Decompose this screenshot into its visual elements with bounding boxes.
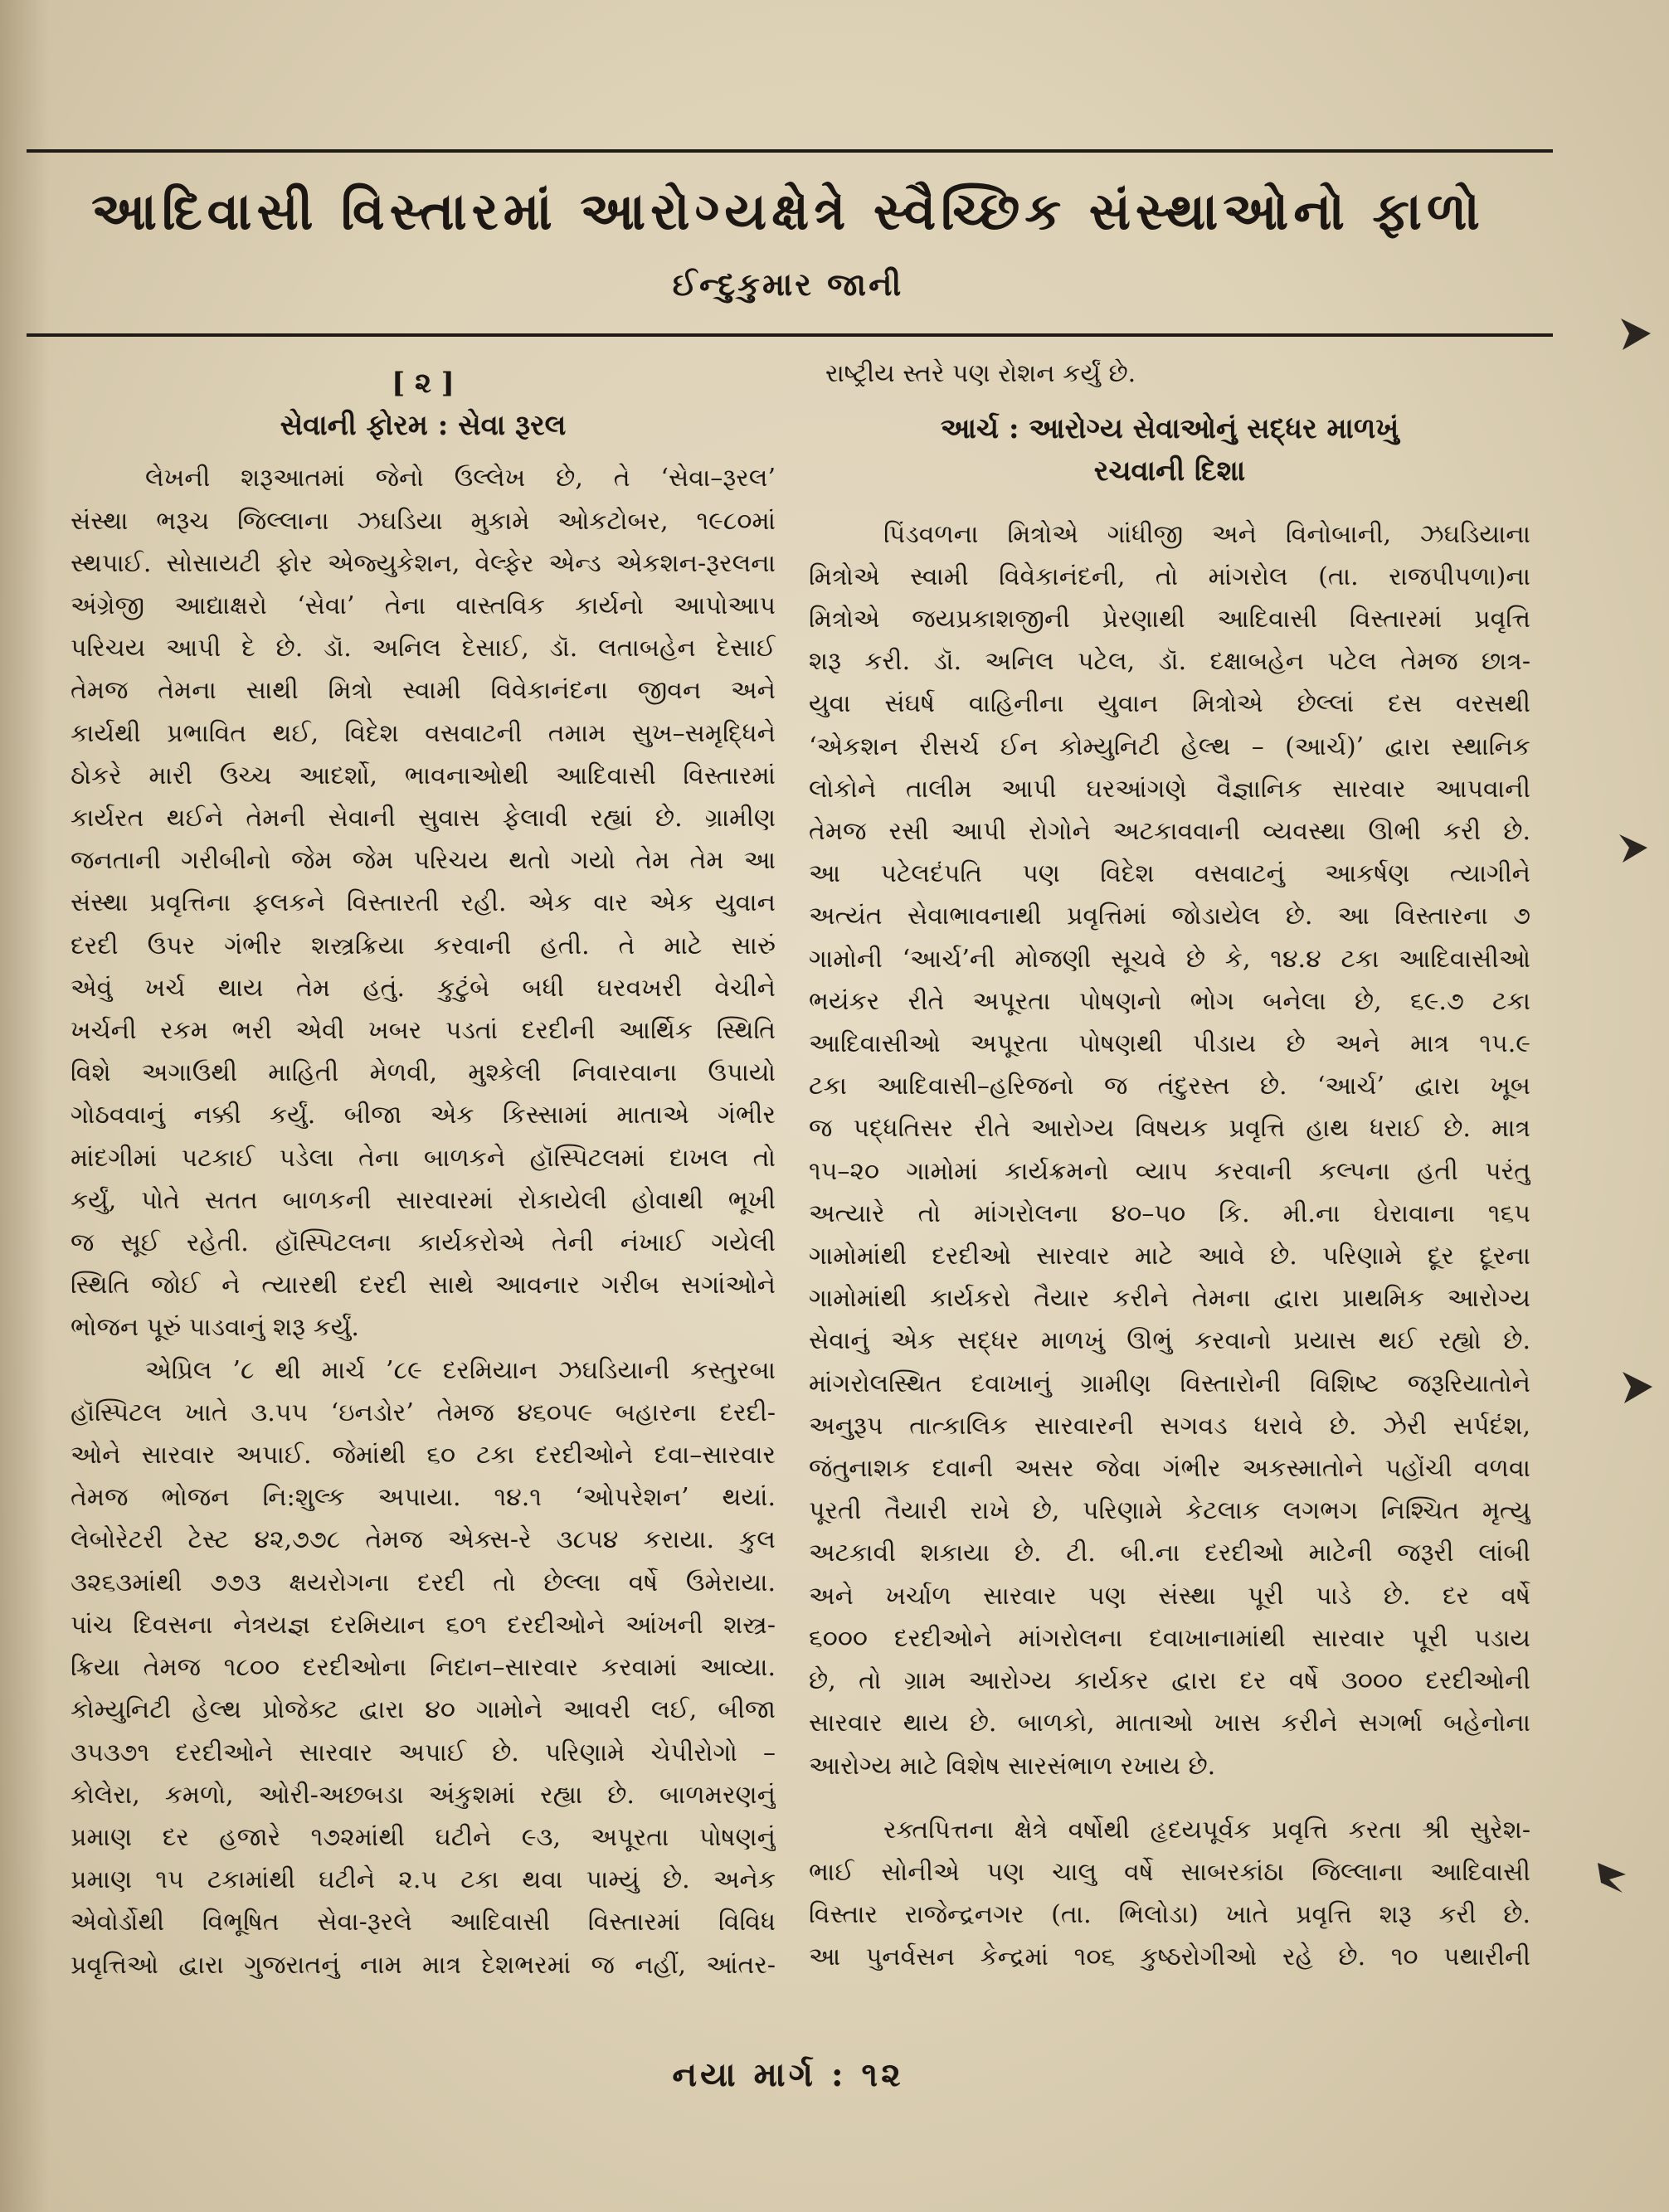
article-author: ઈન્દુકુમાર જાની xyxy=(672,265,904,303)
text-line: મિત્રોએ સ્વામી વિવેકાનંદની, તો માંગરોલ (તા. રાજપીપળા)ના xyxy=(809,562,1530,591)
text-line: શરૂ કરી. ડૉ. અનિલ પટેલ, ડૉ. દક્ષાબહેન પટેલ તેમજ છાત્ર- xyxy=(809,647,1530,677)
text-line: જંતુનાશક દવાની અસર જેવા ગંભીર અકસ્માતોને પહોંચી વળવા xyxy=(809,1454,1530,1484)
text-line: અટકાવી શકાયા છે. ટી. બી.ના દરદીઓ માટેની જરૂરી લાંબી xyxy=(809,1539,1530,1568)
text-line: લેબોરેટરી ટેસ્ટ ૪૨,૭૭૮ તેમજ એક્સ-રે ૩૮૫૪ કરાયા. કુલ xyxy=(71,1525,776,1555)
text-line: ૩૨૬૩માંથી ૭૭૩ ક્ષયરોગના દરદી તો છેલ્લા વર્ષે ઉમેરાયા. xyxy=(71,1568,776,1597)
text-line: તેમજ ભોજન નિ:શુલ્ક અપાયા. ૧૪.૧ ‘ઓપરેશન’ થયાં. xyxy=(71,1483,776,1513)
text-line: ખર્ચની રકમ ભરી એવી ખબર પડતાં દરદીની આર્થિક સ્થિતિ xyxy=(71,1016,776,1046)
text-line: યુવા સંઘર્ષ વાહિનીના યુવાન મિત્રોએ છેલ્લાં દસ વરસથી xyxy=(809,689,1530,719)
text-line: સંસ્થા ભરૂચ જિલ્લાના ઝઘડિયા મુકામે ઓકટોબર, ૧૯૮૦માં xyxy=(71,506,776,536)
text-line: જ પદ્ધતિસર રીતે આરોગ્ય વિષયક પ્રવૃત્તિ હાથ ધરાઈ છે. માત્ર xyxy=(809,1114,1530,1144)
text-line: સારવાર થાય છે. બાળકો, માતાઓ ખાસ કરીને સગર્ભા બહેનોના xyxy=(809,1709,1530,1738)
text-line: ભોજન પૂરું પાડવાનું શરૂ કર્યું. xyxy=(71,1313,359,1343)
header-rule xyxy=(27,333,1553,337)
text-line: ૩૫૩૭૧ દરદીઓને સારવાર અપાઈ છે. પરિણામે ચેપીરોગો – xyxy=(71,1738,776,1767)
text-line: ૬૦૦૦ દરદીઓને માંગરોલના દવાખાનામાંથી સારવાર પૂરી પડાય xyxy=(809,1623,1530,1653)
text-line: લોકોને તાલીમ આપી ઘરઆંગણે વૈજ્ઞાનિક સારવાર આપવાની xyxy=(809,774,1530,804)
text-line: ભયંકર રીતે અપૂરતા પોષણનો ભોગ બનેલા છે, ૬૯.૭ ટકા xyxy=(809,986,1530,1016)
text-line: પરિચય આપી દે છે. ડૉ. અનિલ દેસાઈ, ડૉ. લતાબહેન દેસાઈ xyxy=(71,634,776,664)
text-line: અને ખર્ચાળ સારવાર પણ સંસ્થા પૂરી પાડે છે. દર વર્ષે xyxy=(809,1581,1530,1611)
paragraph-gap xyxy=(809,1787,1530,1809)
continued-line: રાષ્ટ્રીય સ્તરે પણ રોશન કર્યું છે. xyxy=(825,359,1136,388)
text-line: આરોગ્ય માટે વિશેષ સારસંભાળ રખાય છે. xyxy=(809,1751,1216,1781)
text-line: આ પુનર્વસન કેન્દ્રમાં ૧૦૬ કુષ્ઠરોગીઓ રહે છે. ૧૦ પથારીની xyxy=(809,1942,1530,1972)
text-line: પ્રવૃત્તિઓ દ્વારા ગુજરાતનું નામ માત્ર દેશભરમાં જ નહીં, આંતર- xyxy=(71,1950,776,1980)
text-line: ગામોમાંથી દરદીઓ સારવાર માટે આવે છે. પરિણામે દૂર દૂરના xyxy=(809,1242,1530,1271)
text-line: હૉસ્પિટલ ખાતે ૩.૫૫ ‘ઇનડોર’ તેમજ ૪૬૦૫૯ બહારના દરદી- xyxy=(71,1398,776,1427)
text-line: ૧૫–૨૦ ગામોમાં કાર્યક્રમનો વ્યાપ કરવાની કલ્પના હતી પરંતુ xyxy=(809,1156,1530,1186)
text-line: કર્યું, પોતે સતત બાળકની સારવારમાં રોકાયેલી હોવાથી ભૂખી xyxy=(71,1185,776,1215)
text-line: કાર્યરત થઈને તેમની સેવાની સુવાસ ફેલાવી રહ્યાં છે. ગ્રામીણ xyxy=(71,804,776,834)
torn-edge-mark xyxy=(1593,1858,1631,1896)
text-line: ક્રિયા તેમજ ૧૮૦૦ દરદીઓના નિદાન–સારવાર કરવામાં આવ્યા. xyxy=(71,1653,776,1683)
text-line: પાંચ દિવસના નેત્રયજ્ઞ દરમિયાન ૬૦૧ દરદીઓને આંખની શસ્ત્ર- xyxy=(71,1610,776,1640)
text-line: ગોઠવવાનું નક્કી કર્યું. બીજા એક કિસ્સામાં માતાએ ગંભીર xyxy=(71,1101,776,1130)
text-line: જ સૂઈ રહેતી. હૉસ્પિટલના કાર્યકરોએ તેની નંખાઈ ગયેલી xyxy=(71,1228,776,1258)
page-footer: નયા માર્ગ : ૧૨ xyxy=(672,2055,904,2094)
text-line: ‘એકશન રીસર્ચ ઈન કોમ્યુનિટી હેલ્થ – (આર્ચ)’ દ્વારા સ્થાનિક xyxy=(809,732,1530,761)
text-line: અત્યંત સેવાભાવનાથી પ્રવૃત્તિમાં જોડાયેલ છે. આ વિસ્તારના ૭ xyxy=(809,902,1530,931)
right-paragraph-1 xyxy=(809,513,1530,1787)
text-line: કોલેરા, કમળો, ઓરી-અછબડા અંકુશમાં રહ્યા છે. બાળમરણનું xyxy=(71,1780,776,1810)
text-line: પૂરતી તૈયારી રાખે છે, પરિણામે કેટલાક લગભગ નિશ્ચિત મૃત્યુ xyxy=(809,1496,1530,1526)
text-line: તેમજ તેમના સાથી મિત્રો સ્વામી વિવેકાનંદના જીવન અને xyxy=(71,676,776,706)
article-title: આદિવાસી વિસ્તારમાં આરોગ્યક્ષેત્રે સ્વૈચ્છિક સંસ્થાઓનો ફાળો xyxy=(91,181,1485,241)
text-line: મિત્રોએ જયપ્રકાશજીની પ્રેરણાથી આદિવાસી વિસ્તારમાં પ્રવૃત્તિ xyxy=(809,605,1530,634)
text-line: છે, તો ગ્રામ આરોગ્ય કાર્યકર દ્વારા દર વર્ષે ૩૦૦૦ દરદીઓની xyxy=(809,1666,1530,1696)
text-line: કાર્યથી પ્રભાવિત થઈ, વિદેશ વસવાટની તમામ સુખ–સમૃદ્ધિને xyxy=(71,718,776,748)
text-line: રક્તપિત્તના ક્ષેત્રે વર્ષોથી હૃદયપૂર્વક પ્રવૃત્તિ કરતા શ્રી સુરેશ- xyxy=(883,1815,1530,1845)
right-paragraph-2 xyxy=(809,1809,1530,1979)
top-rule xyxy=(27,149,1553,153)
right-column xyxy=(809,352,1530,1979)
left-column xyxy=(71,352,776,1986)
text-line: એવોર્ડોથી વિભૂષિત સેવા-રૂરલે આદિવાસી વિસ્તારમાં વિવિધ xyxy=(71,1908,776,1937)
text-line: ઠોકરે મારી ઉચ્ચ આદર્શો, ભાવનાઓથી આદિવાસી વિસ્તારમાં xyxy=(71,761,776,790)
section-title: સેવાની ફોરમ : સેવા રૂરલ xyxy=(280,409,567,443)
torn-edge-mark xyxy=(1616,829,1654,868)
torn-edge-mark xyxy=(1619,1369,1657,1407)
text-line: અંગ્રેજી આદ્યાક્ષરો ‘સેવા’ તેના વાસ્તવિક કાર્યનો આપોઆપ xyxy=(71,591,776,621)
text-line: પિંડવળના મિત્રોએ ગાંધીજી અને વિનોબાની, ઝઘડિયાના xyxy=(883,519,1530,549)
text-line: ગામોની ‘આર્ચ’ની મોજણી સૂચવે છે કે, ૧૪.૪ ટકા આદિવાસીઓ xyxy=(809,944,1530,974)
text-line: દરદી ઉપર ગંભીર શસ્ત્રક્રિયા કરવાની હતી. તે માટે સારું xyxy=(71,931,776,960)
text-line: ઓને સારવાર અપાઈ. જેમાંથી ૬૦ ટકા દરદીઓને દવા–સારવાર xyxy=(71,1441,776,1471)
text-line: સેવાનું એક સદ્ધર માળખું ઊભું કરવાનો પ્રયાસ થઈ રહ્યો છે. xyxy=(809,1326,1530,1356)
text-line: વિસ્તાર રાજેન્દ્રનગર (તા. ભિલોડા) ખાતે પ્રવૃત્તિ શરૂ કરી છે. xyxy=(809,1900,1530,1930)
torn-edge-mark xyxy=(1618,315,1656,353)
left-body xyxy=(71,457,776,1986)
subheading-line-2: રચવાની દિશા xyxy=(1093,455,1246,489)
text-line: સંસ્થા પ્રવૃત્તિના ફલકને વિસ્તારતી રહી. એક વાર એક યુવાન xyxy=(71,888,776,918)
text-line: આ પટેલદંપતિ પણ વિદેશ વસવાટનું આકર્ષણ ત્યાગીને xyxy=(809,859,1530,889)
text-line: પ્રમાણ દર હજારે ૧૭૨માંથી ઘટીને ૯૩, અપૂરતા પોષણનું xyxy=(71,1822,776,1852)
text-line: અનુરૂપ તાત્કાલિક સારવારની સગવડ ધરાવે છે. ઝેરી સર્પદંશ, xyxy=(809,1411,1530,1441)
text-line: અત્યારે તો માંગરોલના ૪૦–૫૦ કિ. મી.ના ઘેરાવાના ૧૬૫ xyxy=(809,1198,1530,1228)
text-line: એપ્રિલ ’૮ થી માર્ચ ’૮૯ દરમિયાન ઝઘડિયાની કસ્તુરબા xyxy=(145,1355,776,1385)
text-line: પ્રમાણ ૧૫ ટકામાંથી ઘટીને ૨.૫ ટકા થવા પામ્યું છે. અનેક xyxy=(71,1865,776,1895)
text-line: સ્થિતિ જોઈ ને ત્યારથી દરદી સાથે આવનાર ગરીબ સગાંઓને xyxy=(71,1271,776,1300)
section-number: [ ૨ ] xyxy=(392,367,455,400)
text-line: આદિવાસીઓ અપૂરતા પોષણથી પીડાય છે અને માત્ર ૧૫.૯ xyxy=(809,1029,1530,1059)
text-line: ગામોમાંથી કાર્યકરો તૈયાર કરીને તેમના દ્વારા પ્રાથમિક આરોગ્ય xyxy=(809,1284,1530,1314)
page-edge-shadow xyxy=(0,0,50,2212)
text-line: કોમ્યુનિટી હેલ્થ પ્રોજેક્ટ દ્વારા ૪૦ ગામોને આવરી લઈ, બીજા xyxy=(71,1695,776,1725)
text-line: ટકા આદિવાસી–હરિજનો જ તંદુરસ્ત છે. ‘આર્ચ’ દ્વારા ખૂબ xyxy=(809,1072,1530,1101)
text-line: માંગરોલસ્થિત દવાખાનું ગ્રામીણ વિસ્તારોની વિશિષ્ટ જરૂરિયાતોને xyxy=(809,1369,1530,1398)
subheading-line-1: આર્ચ : આરોગ્ય સેવાઓનું સદ્ધર માળખું xyxy=(940,412,1399,446)
text-line: જનતાની ગરીબીનો જેમ જેમ પરિચય થતો ગયો તેમ તેમ આ xyxy=(71,846,776,876)
text-line: ભાઈ સોનીએ પણ ચાલુ વર્ષે સાબરકાંઠા જિલ્લાના આદિવાસી xyxy=(809,1857,1530,1887)
text-line: લેખની શરૂઆતમાં જેનો ઉલ્લેખ છે, તે ‘સેવા–રૂરલ’ xyxy=(145,464,776,493)
text-line: માંદગીમાં પટકાઈ પડેલા તેના બાળકને હૉસ્પિટલમાં દાખલ તો xyxy=(71,1143,776,1173)
text-line: વિશે અગાઉથી માહિતી મેળવી, મુશ્કેલી નિવારવાના ઉપાયો xyxy=(71,1058,776,1088)
text-line: તેમજ રસી આપી રોગોને અટકાવવાની વ્યવસ્થા ઊભી કરી છે. xyxy=(809,817,1530,847)
text-line: સ્થપાઈ. સોસાયટી ફોર એજ્યુકેશન, વેલ્ફેર એન્ડ એકશન-રૂરલના xyxy=(71,548,776,578)
text-line: એવું ખર્ચ થાય તેમ હતું. કુટુંબે બધી ઘરવખરી વેચીને xyxy=(71,973,776,1003)
